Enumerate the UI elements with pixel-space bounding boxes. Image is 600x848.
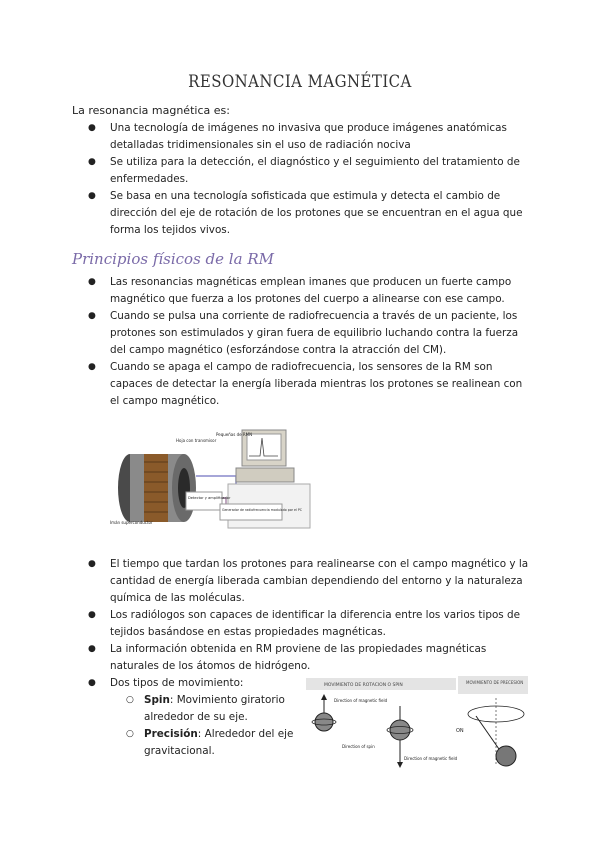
- list-item: ● Una tecnología de imágenes no invasiva que produce imágenes anatómicas detalladas tridimensionales sin el uso de radiación nociva: [84, 120, 532, 154]
- page-title: RESONANCIA MAGNÉTICA: [188, 72, 412, 92]
- mri-machine-figure: [108, 428, 314, 532]
- precession-header: MOVIMIENTO DE PRECESION: [466, 680, 524, 685]
- list-item: ● Cuando se pulsa una corriente de radiofrecuencia a través de un paciente, los protones son estimulados y giran fuera de equilibrio luchando contra la fuerza del campo magnético (esforzándose contra la atracción del CM).: [84, 308, 532, 359]
- definition-list: [84, 120, 532, 239]
- list-item: ● La información obtenida en RM proviene de las propiedades magnéticas naturales de los átomos de hidrógeno.: [84, 641, 532, 675]
- spin-precession-figure: [306, 676, 528, 776]
- section-heading: Principios físicos de la RM: [72, 250, 274, 268]
- proton-sphere-left: [315, 713, 333, 731]
- coil-label: Hoja con transmisor: [176, 438, 217, 443]
- list-item-spin: [128, 692, 298, 726]
- monitor-label: Pequeñas de RMN: [216, 432, 253, 437]
- list-item: ● Se basa en una tecnología sofisticada que estimula y detecta el cambio de dirección del eje de rotación de los protones que se encuentran en el agua que forma los tejidos vivos.: [84, 188, 532, 239]
- list-item-precision: [128, 726, 298, 760]
- precessing-proton-sphere: [496, 746, 516, 766]
- direction-field-bottom-label: Direction of magnetic field: [404, 756, 458, 761]
- list-item: ● Las resonancias magnéticas emplean imanes que producen un fuerte campo magnético que fuerza a los protones del cuerpo a alinearse con ese campo.: [84, 274, 532, 308]
- principles-list: [84, 274, 532, 410]
- on-label: ON: [456, 728, 464, 734]
- desc-spin: : Movimiento giratorio alrededor de su eje.: [144, 694, 285, 723]
- list-item: ● Cuando se apaga el campo de radiofrecuencia, los sensores de la RM son capaces de detectar la energía liberada mientras los protones se realinean con el campo magnético.: [84, 359, 532, 410]
- detector-label: Detector y amplificador: [188, 496, 231, 500]
- list-item: ● Los radiólogos son capaces de identificar la diferencia entre los varios tipos de tejidos basándose en estas propiedades magnéticas.: [84, 607, 532, 641]
- list-item: ● El tiempo que tardan los protones para realinearse con el campo magnético y la cantidad de energía liberada cambian dependiendo del entorno y la naturaleza química de las moléculas.: [84, 556, 532, 607]
- direction-field-top-label: Direction of magnetic field: [334, 698, 388, 703]
- movement-types-list: [128, 692, 298, 760]
- intro-text: La resonancia magnética es:: [72, 104, 230, 117]
- direction-spin-label: Direction of spin: [342, 744, 375, 749]
- proton-sphere-middle: [390, 720, 410, 740]
- term-precision: Precisión: [144, 728, 198, 740]
- generator-label: Generador de radiofrecuencia modulado por el PC: [222, 508, 303, 512]
- term-spin: Spin: [144, 694, 170, 706]
- magnet-label: Imán superconductor: [110, 520, 153, 525]
- spin-header: MOVIMIENTO DE ROTACION O SPIN: [324, 683, 403, 688]
- list-item: ● Dos tipos de movimiento:: [84, 675, 290, 692]
- desc-precision: : Alrededor del eje gravitacional.: [144, 728, 294, 757]
- list-item: ● Se utiliza para la detección, el diagnóstico y el seguimiento del tratamiento de enfermedades.: [84, 154, 532, 188]
- properties-list: [84, 556, 532, 692]
